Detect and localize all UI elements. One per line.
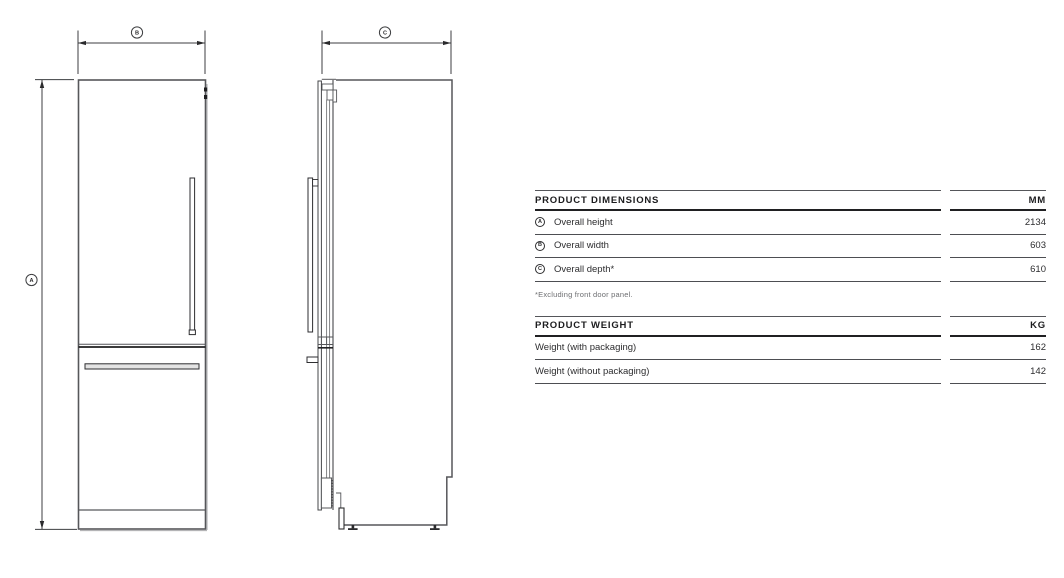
weight-unit-header: KG bbox=[950, 316, 1046, 337]
weight-row-value: 142 bbox=[950, 360, 1046, 384]
table-row bbox=[535, 337, 1046, 361]
refrigerator-dimension-diagram bbox=[0, 0, 520, 578]
front-view bbox=[79, 80, 208, 531]
dimensions-footnote: *Excluding front door panel. bbox=[535, 289, 633, 299]
dimension-row-label: Overall width bbox=[554, 240, 609, 252]
front-cabinet-outline bbox=[79, 80, 206, 529]
front-door-panel-profile bbox=[318, 81, 321, 510]
marker-b-icon: B bbox=[535, 241, 545, 251]
dimension-annotations bbox=[35, 31, 451, 530]
dimensions-unit-header: MM bbox=[950, 190, 1046, 211]
marker-c-icon: C bbox=[535, 264, 545, 274]
marker-a-label: A bbox=[29, 278, 34, 284]
weight-row-value: 162 bbox=[950, 337, 1046, 361]
weight-table-header bbox=[535, 316, 1046, 337]
top-handle-profile bbox=[308, 178, 313, 332]
dimensions-table-title: PRODUCT DIMENSIONS bbox=[535, 190, 941, 211]
side-view bbox=[307, 79, 452, 530]
front-leg bbox=[339, 508, 344, 529]
dimension-row-label: Overall height bbox=[554, 216, 613, 228]
product-dimensions-table bbox=[535, 190, 1046, 282]
marker-a-icon: A bbox=[535, 217, 545, 227]
dimension-row-value: 2134 bbox=[950, 211, 1046, 235]
dimension-row-value: 610 bbox=[950, 258, 1046, 282]
dimension-row-value: 603 bbox=[950, 235, 1046, 259]
dimension-markers bbox=[26, 27, 391, 286]
table-row bbox=[535, 211, 1046, 235]
marker-c-label: C bbox=[382, 30, 388, 37]
marker-b-label: B bbox=[134, 30, 140, 37]
bottom-door-handle bbox=[85, 364, 199, 369]
table-row bbox=[535, 258, 1046, 282]
side-cabinet-outline bbox=[336, 80, 452, 525]
bottom-handle-profile bbox=[307, 357, 318, 363]
spec-tables-panel bbox=[535, 190, 1046, 384]
dimensions-table-header bbox=[535, 190, 1046, 211]
dimension-row-label: Overall depth* bbox=[554, 263, 615, 275]
product-weight-table bbox=[535, 316, 1046, 384]
weight-table-title: PRODUCT WEIGHT bbox=[535, 316, 941, 337]
table-row bbox=[535, 235, 1046, 259]
weight-row-label: Weight (without packaging) bbox=[535, 360, 941, 384]
weight-row-label: Weight (with packaging) bbox=[535, 337, 941, 361]
table-row bbox=[535, 360, 1046, 384]
top-door-handle bbox=[190, 178, 195, 330]
